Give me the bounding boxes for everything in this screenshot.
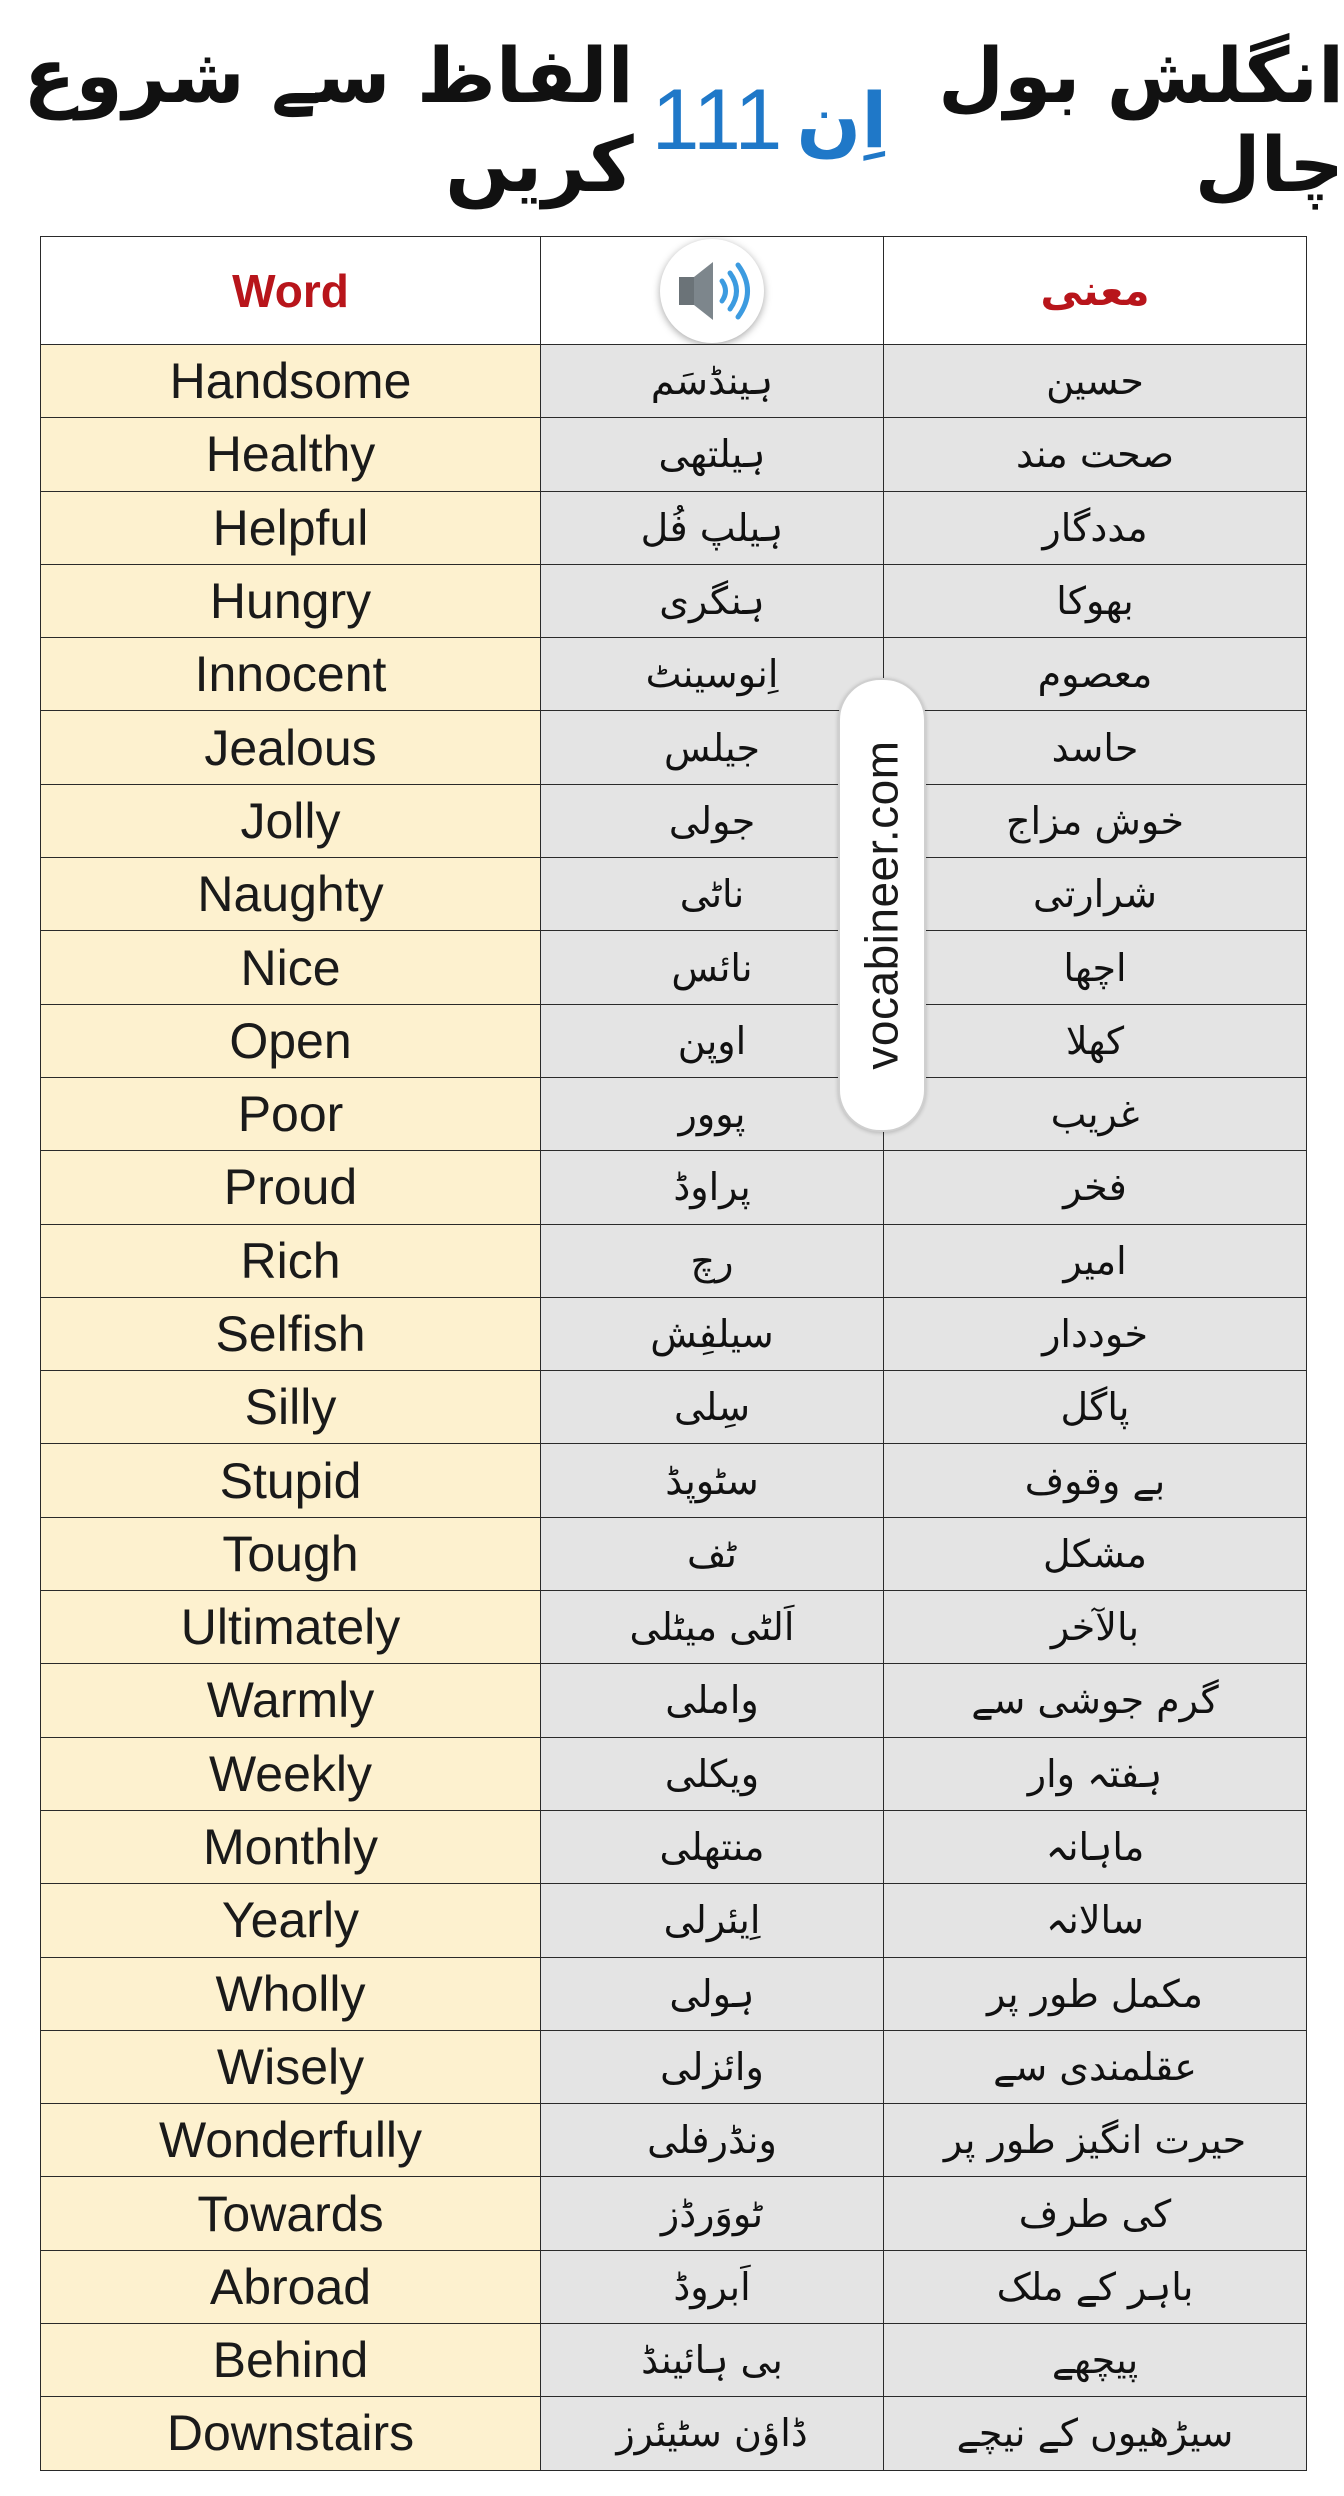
meaning-cell: مکمل طور پر [884, 1957, 1307, 2030]
table-row [41, 1004, 1307, 1077]
meaning-cell: امیر [884, 1224, 1307, 1297]
meaning-cell: اچھا [884, 931, 1307, 1004]
pronunciation-cell: اوپن [541, 1004, 884, 1077]
table-row [41, 345, 1307, 418]
word-cell: Jealous [41, 711, 541, 784]
meaning-cell: شرارتی [884, 858, 1307, 931]
table-row [41, 418, 1307, 491]
pronunciation-cell: ہیلتھی [541, 418, 884, 491]
vocabulary-table [40, 236, 1307, 2471]
meaning-cell: صحت مند [884, 418, 1307, 491]
word-cell: Wisely [41, 2030, 541, 2103]
table-row [41, 1591, 1307, 1664]
word-cell: Rich [41, 1224, 541, 1297]
pronunciation-cell: اِیئرلی [541, 1884, 884, 1957]
word-cell: Handsome [41, 345, 541, 418]
title-highlight: اِن [796, 75, 888, 165]
meaning-cell: خوش مزاج [884, 784, 1307, 857]
table-row [41, 1444, 1307, 1517]
pronunciation-cell: اَبروڈ [541, 2250, 884, 2323]
pronunciation-cell: سِلی [541, 1371, 884, 1444]
word-cell: Yearly [41, 1884, 541, 1957]
meaning-cell: پاگل [884, 1371, 1307, 1444]
pronunciation-cell: رچ [541, 1224, 884, 1297]
pronunciation-cell: ویکلی [541, 1737, 884, 1810]
header-pronunciation [541, 237, 884, 345]
table-row [41, 1810, 1307, 1883]
pronunciation-cell: منتھلی [541, 1810, 884, 1883]
title-number: 111 [651, 71, 783, 168]
word-cell: Nice [41, 931, 541, 1004]
meaning-cell: باہر کے ملک [884, 2250, 1307, 2323]
meaning-cell: بے وقوف [884, 1444, 1307, 1517]
meaning-cell: ہفتہ وار [884, 1737, 1307, 1810]
word-cell: Jolly [41, 784, 541, 857]
pronunciation-cell: سٹوپڈ [541, 1444, 884, 1517]
table-row [41, 931, 1307, 1004]
word-cell: Innocent [41, 638, 541, 711]
pronunciation-cell: اِنوسینٹ [541, 638, 884, 711]
table-row [41, 1224, 1307, 1297]
header-meaning [884, 237, 1307, 345]
meaning-cell: فخر [884, 1151, 1307, 1224]
pronunciation-cell: سیلفِش [541, 1297, 884, 1370]
word-cell: Tough [41, 1517, 541, 1590]
word-cell: Abroad [41, 2250, 541, 2323]
pronunciation-cell: جولی [541, 784, 884, 857]
meaning-cell: عقلمندی سے [884, 2030, 1307, 2103]
word-cell: Proud [41, 1151, 541, 1224]
table-row [41, 564, 1307, 637]
word-cell: Downstairs [41, 2397, 541, 2470]
word-cell: Selfish [41, 1297, 541, 1370]
meaning-cell: خوددار [884, 1297, 1307, 1370]
word-cell: Open [41, 1004, 541, 1077]
watermark-badge [838, 678, 926, 1132]
meaning-cell: حاسد [884, 711, 1307, 784]
pronunciation-cell: ہولی [541, 1957, 884, 2030]
meaning-cell: کی طرف [884, 2177, 1307, 2250]
pronunciation-cell: پراوڈ [541, 1151, 884, 1224]
table-row [41, 638, 1307, 711]
table-row [41, 1077, 1307, 1150]
pronunciation-cell: ناٹی [541, 858, 884, 931]
table-row [41, 2104, 1307, 2177]
title-part1: انگلش بول چال [938, 31, 1344, 209]
word-cell: Monthly [41, 1810, 541, 1883]
meaning-cell: بھوکا [884, 564, 1307, 637]
table-row [41, 2397, 1307, 2470]
title-part2: الفاظ سے شروع کریں [23, 31, 634, 209]
table-row [41, 1737, 1307, 1810]
meaning-cell: سالانہ [884, 1884, 1307, 1957]
vocabulary-rows [41, 345, 1307, 2471]
pronunciation-cell: ٹف [541, 1517, 884, 1590]
table-header-row [41, 237, 1307, 345]
table-row [41, 1884, 1307, 1957]
word-cell: Wholly [41, 1957, 541, 2030]
table-row [41, 784, 1307, 857]
page-title [0, 31, 1344, 209]
meaning-cell: مشکل [884, 1517, 1307, 1590]
word-cell: Warmly [41, 1664, 541, 1737]
meaning-cell: پیچھے [884, 2324, 1307, 2397]
pronunciation-cell: ونڈرفلی [541, 2104, 884, 2177]
table-row [41, 711, 1307, 784]
meaning-cell: کھلا [884, 1004, 1307, 1077]
table-row [41, 1151, 1307, 1224]
table-row [41, 1297, 1307, 1370]
speaker-icon[interactable] [660, 239, 764, 343]
pronunciation-cell: نائس [541, 931, 884, 1004]
pronunciation-cell: جیلس [541, 711, 884, 784]
header-word [41, 237, 541, 345]
meaning-cell: گرم جوشی سے [884, 1664, 1307, 1737]
pronunciation-cell: ہینڈسَم [541, 345, 884, 418]
table-row [41, 1957, 1307, 2030]
meaning-cell: مددگار [884, 491, 1307, 564]
word-cell: Helpful [41, 491, 541, 564]
word-cell: Weekly [41, 1737, 541, 1810]
pronunciation-cell: پوور [541, 1077, 884, 1150]
table-row [41, 1371, 1307, 1444]
meaning-cell: غریب [884, 1077, 1307, 1150]
meaning-cell: حیرت انگیز طور پر [884, 2104, 1307, 2177]
pronunciation-cell: اَلٹی میٹلی [541, 1591, 884, 1664]
word-cell: Behind [41, 2324, 541, 2397]
word-cell: Hungry [41, 564, 541, 637]
word-cell: Towards [41, 2177, 541, 2250]
meaning-cell: سیڑھیوں کے نیچے [884, 2397, 1307, 2470]
pronunciation-cell: وائزلی [541, 2030, 884, 2103]
header-meaning-label: معنی [1040, 266, 1150, 315]
table-row [41, 1664, 1307, 1737]
word-cell: Naughty [41, 858, 541, 931]
word-cell: Stupid [41, 1444, 541, 1517]
table-row [41, 491, 1307, 564]
meaning-cell: ماہانہ [884, 1810, 1307, 1883]
pronunciation-cell: ٹووَرڈز [541, 2177, 884, 2250]
pronunciation-cell: ہنگری [541, 564, 884, 637]
table-row [41, 1517, 1307, 1590]
header-word-label: Word [232, 264, 349, 317]
meaning-cell: بالآخر [884, 1591, 1307, 1664]
pronunciation-cell: ڈاؤن سٹیئرز [541, 2397, 884, 2470]
table-row [41, 2324, 1307, 2397]
meaning-cell: معصوم [884, 638, 1307, 711]
pronunciation-cell: بی ہائینڈ [541, 2324, 884, 2397]
meaning-cell: حسین [884, 345, 1307, 418]
pronunciation-cell: ہیلپ فُل [541, 491, 884, 564]
table-row [41, 2250, 1307, 2323]
table-row [41, 2030, 1307, 2103]
pronunciation-cell: واملی [541, 1664, 884, 1737]
word-cell: Silly [41, 1371, 541, 1444]
word-cell: Healthy [41, 418, 541, 491]
word-cell: Wonderfully [41, 2104, 541, 2177]
word-cell: Poor [41, 1077, 541, 1150]
table-row [41, 858, 1307, 931]
word-cell: Ultimately [41, 1591, 541, 1664]
watermark-text: vocabineer.com [856, 740, 908, 1070]
table-row [41, 2177, 1307, 2250]
